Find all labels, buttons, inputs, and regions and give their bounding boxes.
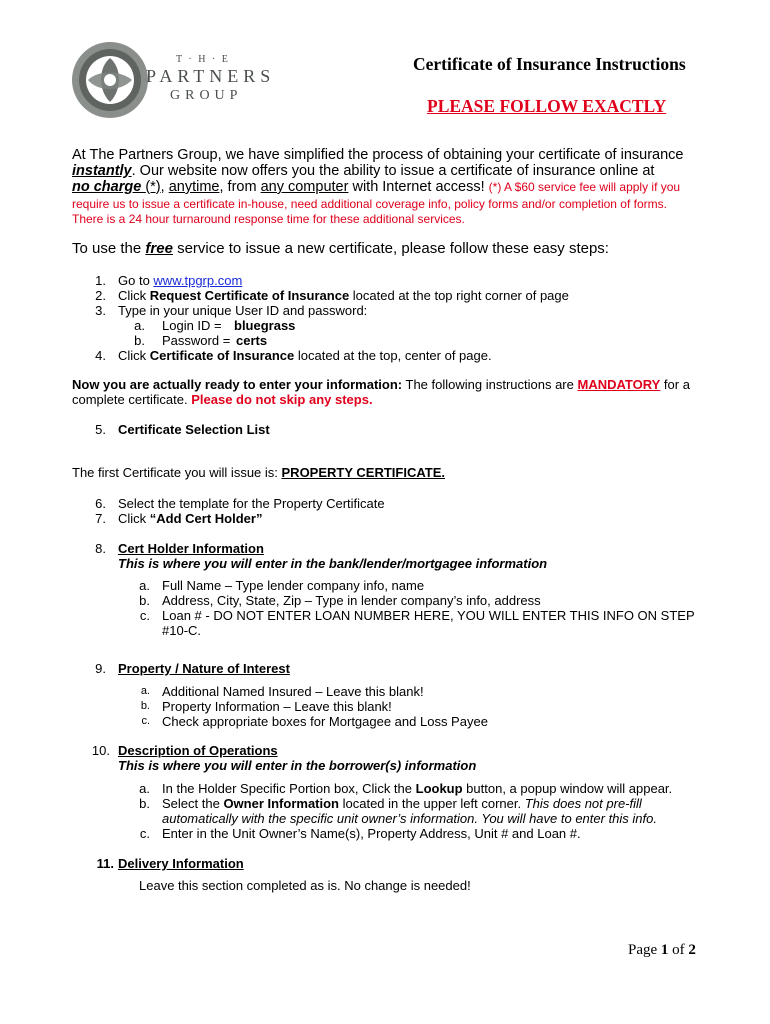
step-10b-mid: located in the upper left corner. bbox=[339, 796, 525, 811]
page-number bbox=[628, 942, 696, 959]
steps-intro-post: service to issue a new certificate, please follow these easy steps: bbox=[172, 240, 609, 257]
step-6: Select the template for the Property Certificate bbox=[118, 496, 385, 511]
ready-mandatory: MANDATORY bbox=[577, 377, 661, 392]
step-3-number: 3. bbox=[95, 303, 106, 318]
first-cert-pre: The first Certificate you will issue is: bbox=[72, 465, 282, 480]
step-3b-label: Password = bbox=[162, 333, 231, 348]
intro-star: (*) bbox=[145, 179, 161, 195]
step-8-subtitle: This is where you will enter in the bank/lender/mortgagee information bbox=[118, 556, 548, 571]
page-title: Certificate of Insurance Instructions bbox=[413, 54, 686, 74]
step-10a-post: button, a popup window will appear. bbox=[462, 781, 673, 796]
step-11-text: Leave this section completed as is. No change is needed! bbox=[139, 878, 471, 893]
steps-intro-free: free bbox=[145, 240, 173, 257]
step-10-number: 10. bbox=[91, 743, 110, 758]
step-8c-number: c. bbox=[139, 608, 150, 623]
steps-intro-pre: To use the bbox=[72, 240, 146, 257]
step-1 bbox=[118, 273, 242, 288]
step-7-number: 7. bbox=[95, 511, 106, 526]
step-9c-number: c. bbox=[141, 715, 150, 727]
step-7-pre: Click bbox=[118, 511, 150, 526]
step-10c: Enter in the Unit Owner’s Name(s), Property Address, Unit # and Loan #. bbox=[162, 826, 581, 841]
step-11-number: 11. bbox=[96, 856, 114, 871]
intro-sep: , bbox=[160, 179, 169, 195]
intro-instantly: instantly bbox=[72, 163, 132, 179]
step-4-pre: Click bbox=[118, 348, 150, 363]
ready-l2-red: Please do not skip any steps. bbox=[191, 392, 373, 407]
step-2 bbox=[118, 288, 569, 303]
step-7-bold: “Add Cert Holder” bbox=[149, 511, 263, 526]
intro-with-internet: with Internet access! bbox=[348, 179, 489, 195]
step-8a: Full Name – Type lender company info, name bbox=[162, 578, 425, 593]
step-1-text: Go to bbox=[118, 273, 154, 288]
step-8a-number: a. bbox=[139, 578, 150, 593]
page-of: of bbox=[668, 942, 689, 958]
step-8-number: 8. bbox=[95, 541, 106, 556]
ready-line-1 bbox=[72, 377, 690, 392]
step-2-pre: Click bbox=[118, 288, 150, 303]
step-3a-label: Login ID = bbox=[162, 318, 222, 333]
page-subtitle: PLEASE FOLLOW EXACTLY bbox=[427, 96, 667, 116]
step-10a-bold: Lookup bbox=[415, 781, 463, 796]
step-11-title: Delivery Information bbox=[118, 856, 244, 871]
password-value: certs bbox=[236, 333, 268, 348]
page-total: 2 bbox=[688, 942, 696, 958]
step-9c: Check appropriate boxes for Mortgagee and Loss Payee bbox=[162, 714, 488, 729]
first-cert-bold: PROPERTY CERTIFICATE. bbox=[281, 465, 445, 480]
step-6-number: 6. bbox=[95, 496, 106, 511]
step-7 bbox=[118, 511, 262, 526]
login-id-value: bluegrass bbox=[234, 318, 296, 333]
step-3: Type in your unique User ID and password: bbox=[118, 303, 368, 318]
logo-group: GROUP bbox=[170, 88, 243, 103]
intro-any-computer: any computer bbox=[260, 179, 349, 195]
step-4-post: located at the top, center of page. bbox=[294, 348, 492, 363]
step-10b-italic: This does not pre-fill bbox=[524, 796, 642, 811]
step-3a-number: a. bbox=[134, 318, 145, 333]
intro-line-2 bbox=[72, 163, 654, 180]
step-10-subtitle: This is where you will enter in the borrower(s) information bbox=[118, 758, 477, 773]
step-9-number: 9. bbox=[95, 661, 106, 676]
step-10c-number: c. bbox=[139, 826, 150, 841]
steps-intro bbox=[72, 240, 609, 257]
step-2-number: 2. bbox=[95, 288, 106, 303]
intro-anytime: anytime bbox=[168, 179, 220, 195]
page-pre: Page bbox=[628, 942, 661, 958]
intro-line-1 bbox=[72, 147, 683, 164]
step-8b-number: b. bbox=[139, 593, 150, 608]
step-10a-number: a. bbox=[139, 781, 150, 796]
step-8-title: Cert Holder Information bbox=[118, 541, 264, 556]
step-10b-bold: Owner Information bbox=[223, 796, 339, 811]
step-10b-line-2: automatically with the specific unit owner’s information. You will have to enter this info. bbox=[162, 811, 657, 826]
step-9a: Additional Named Insured – Leave this blank! bbox=[162, 684, 424, 699]
intro-fee-line-3: There is a 24 hour turnaround response time for these additional services. bbox=[72, 212, 465, 226]
intro-fee-line-2: require us to issue a certificate in-house, need additional coverage info, policy forms and/or completion of forms. bbox=[72, 197, 667, 211]
ready-mid: The following instructions are bbox=[402, 377, 578, 392]
step-5-number: 5. bbox=[95, 422, 106, 437]
step-4-bold: Certificate of Insurance bbox=[149, 348, 295, 363]
step-10b-pre: Select the bbox=[162, 796, 224, 811]
step-8b: Address, City, State, Zip – Type in lender company’s info, address bbox=[162, 593, 541, 608]
step-8c-line-1: Loan # - DO NOT ENTER LOAN NUMBER HERE, YOU WILL ENTER THIS INFO ON STEP bbox=[162, 608, 695, 623]
step-2-post: located at the top right corner of page bbox=[349, 288, 569, 303]
step-10a bbox=[162, 781, 672, 796]
step-10a-pre: In the Holder Specific Portion box, Click the bbox=[162, 781, 416, 796]
logo-partners: PARTNERS bbox=[146, 66, 276, 86]
step-9b: Property Information – Leave this blank! bbox=[162, 699, 392, 714]
step-10b-number: b. bbox=[139, 796, 150, 811]
step-4 bbox=[118, 348, 492, 363]
ready-line-2 bbox=[72, 392, 373, 407]
step-5-title: Certificate Selection List bbox=[118, 422, 270, 437]
step-9b-number: b. bbox=[140, 700, 150, 712]
logo-emblem-icon bbox=[70, 40, 150, 120]
logo bbox=[70, 40, 280, 120]
step-4-number: 4. bbox=[95, 348, 106, 363]
intro-from: , from bbox=[219, 179, 261, 195]
ready-bold: Now you are actually ready to enter your information: bbox=[72, 377, 403, 392]
intro-line-3 bbox=[72, 179, 680, 196]
step-1-number: 1. bbox=[95, 273, 106, 288]
step-9-title: Property / Nature of Interest bbox=[118, 661, 290, 676]
first-cert bbox=[72, 465, 445, 480]
logo-the: T · H · E bbox=[176, 54, 230, 65]
intro-no-charge: no charge bbox=[72, 179, 146, 195]
intro-fee-note: (*) A $60 service fee will apply if you bbox=[488, 180, 681, 194]
step-3b-number: b. bbox=[134, 333, 145, 348]
tpgrp-link[interactable]: www.tpgrp.com bbox=[153, 273, 243, 288]
step-10b-line-1 bbox=[162, 796, 642, 811]
intro-text-1: At The Partners Group, we have simplified the process of obtaining your certificate of insurance bbox=[72, 147, 684, 163]
step-10-title: Description of Operations bbox=[118, 743, 278, 758]
step-2-bold: Request Certificate of Insurance bbox=[149, 288, 350, 303]
page-current: 1 bbox=[660, 942, 669, 958]
ready-end: for a bbox=[660, 377, 690, 392]
step-9a-number: a. bbox=[140, 685, 150, 697]
ready-l2: complete certificate. bbox=[72, 392, 192, 407]
step-8c-line-2: #10-C. bbox=[162, 623, 202, 638]
intro-text-2: . Our website now offers you the ability to issue a certificate of insurance online at bbox=[131, 163, 655, 179]
